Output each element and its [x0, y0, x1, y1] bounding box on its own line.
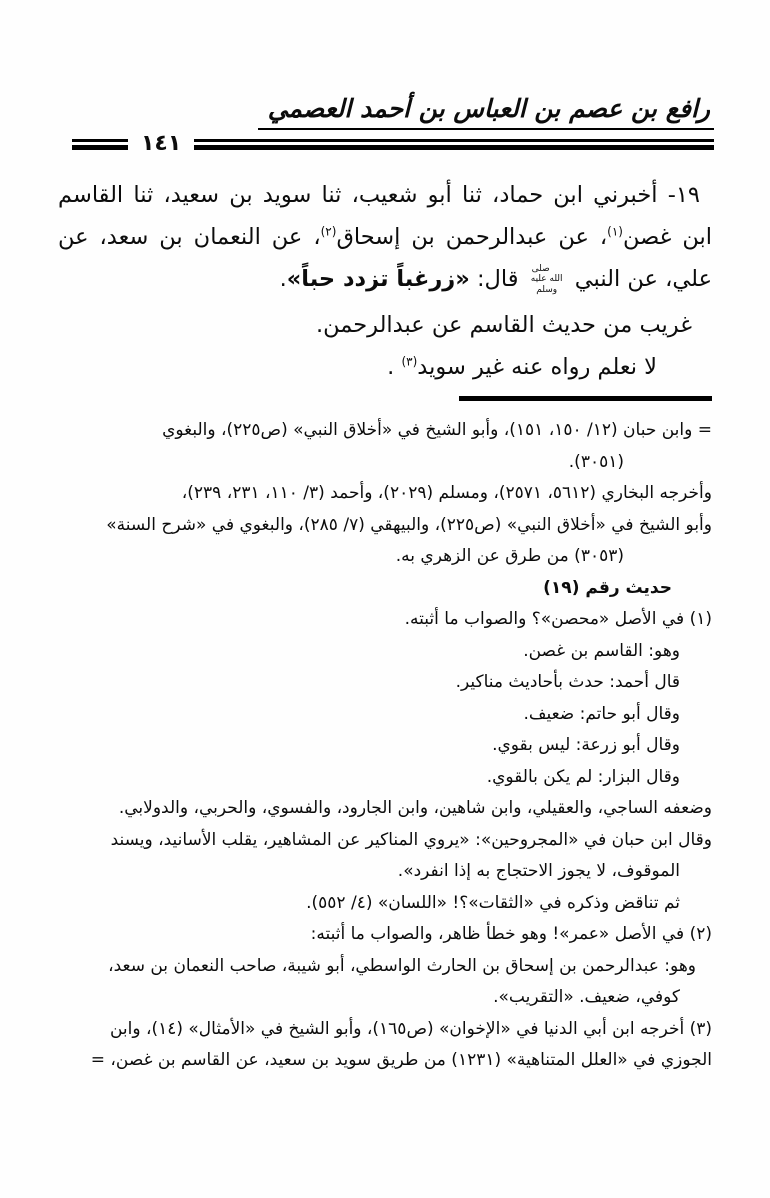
grading-line: غريب من حديث القاسم عن عبدالرحمن.: [315, 312, 692, 338]
isnad-text: قال:: [469, 266, 526, 292]
footnote-line: ثم تناقض وذكره في «الثقات»؟! «اللسان» (٤/ ٥٥٢).: [306, 892, 680, 913]
footnote-line: قال أحمد: حدث بأحاديث مناكير.: [455, 672, 680, 692]
footnote-line: وقال أبو زرعة: ليس بقوي.: [492, 735, 680, 755]
chapter-title: رافع بن عصم بن العباس بن أحمد العصمي: [258, 94, 714, 130]
page-number: ١٤١: [141, 131, 182, 156]
footnote-line: (٣٠٥١).: [568, 451, 624, 472]
footnote-heading: حديث رقم (١٩): [543, 577, 672, 598]
footnote-line: وهو: القاسم بن غصن.: [523, 640, 680, 661]
title-row: [58, 94, 714, 130]
footnote-line: (٣٠٥٣) من طرق عن الزهري به.: [395, 546, 624, 566]
isnad-text: ، عن عبدالرحمن بن إسحاق: [336, 224, 608, 250]
footnote-line: الموقوف، لا يجوز الاحتجاج به إذا انفرد».: [397, 861, 680, 881]
isnad-text: ١٩- أخبرني ابن حماد، ثنا أبو شعيب، ثنا سويد بن سعيد، ثنا القاسم ابن غصن: [58, 182, 712, 250]
footnote-line: الجوزي في «العلل المتناهية» (١٢٣١) من طريق سويد بن سعيد، عن القاسم بن غصن، =: [90, 1050, 712, 1070]
footnotes-block: [56, 415, 712, 1077]
footnote-marker-1: (١): [607, 224, 623, 239]
footnote-line: وضعفه الساجي، والعقيلي، وابن شاهين، وابن الجارود، والفسوي، والحربي، والدولابي.: [118, 798, 712, 818]
rule-left-segment: [72, 139, 128, 150]
hadith-body: [58, 174, 712, 388]
footnote-line: كوفي، ضعيف. «التقريب».: [493, 987, 680, 1007]
footnote-marker-3: (٣): [401, 354, 418, 369]
footnote-line: وأخرجه البخاري (٥٦١٢، ٢٥٧١)، ومسلم (٢٠٢٩)، وأحمد (٣/ ١١٠، ٢٣١، ٢٣٩)،: [181, 483, 712, 503]
note-text: .: [387, 354, 402, 380]
footnote-line: وهو: عبدالرحمن بن إسحاق بن الحارث الواسطي، أبو شيبة، صاحب النعمان بن سعد،: [108, 955, 696, 976]
note-text: لا نعلم رواه عنه غير سويد: [417, 354, 657, 380]
hadith-isnad-paragraph: [58, 174, 712, 300]
footnote-marker-2: (٢): [320, 224, 337, 239]
pbuh-symbol: صلى الله عليه وسلم: [530, 263, 563, 295]
isnad-text: ، عن النعمان بن سعد، عن علي، عن النبي: [58, 224, 712, 292]
footnote-line: (١) في الأصل «محصن»؟ والصواب ما أثبته.: [404, 609, 712, 629]
footnote-line: وقال البزار: لم يكن بالقوي.: [486, 766, 680, 787]
header-rule-row: [58, 133, 714, 155]
rule-right-segment: [194, 139, 714, 150]
footnote-line: (٢) في الأصل «عمر»! وهو خطأ ظاهر، والصواب ما أثبته:: [310, 924, 712, 944]
footnote-divider: [459, 396, 712, 401]
footnote-line: وقال ابن حبان في «المجروحين»: «يروي المناكير عن المشاهير، يقلب الأسانيد، ويسند: [110, 829, 712, 850]
page-header: [58, 94, 714, 155]
hadith-quote: «زرغباً تزدد حباً»: [286, 266, 470, 292]
footnote-line: = وابن حبان (١٢/ ١٥٠، ١٥١)، وأبو الشيخ في «أخلاق النبي» (ص٢٢٥)، والبغوي: [162, 420, 712, 440]
footnote-line: وأبو الشيخ في «أخلاق النبي» (ص٢٢٥)، والبيهقي (٧/ ٢٨٥)، والبغوي في «شرح السنة»: [106, 514, 712, 535]
note-line: [58, 346, 657, 388]
footnote-line: (٣) أخرجه ابن أبي الدنيا في «الإخوان» (ص١٦٥)، وأبو الشيخ في «الأمثال» (١٤)، وابن: [109, 1018, 712, 1039]
isnad-text: .: [279, 266, 287, 292]
footnote-line: وقال أبو حاتم: ضعيف.: [523, 703, 680, 724]
